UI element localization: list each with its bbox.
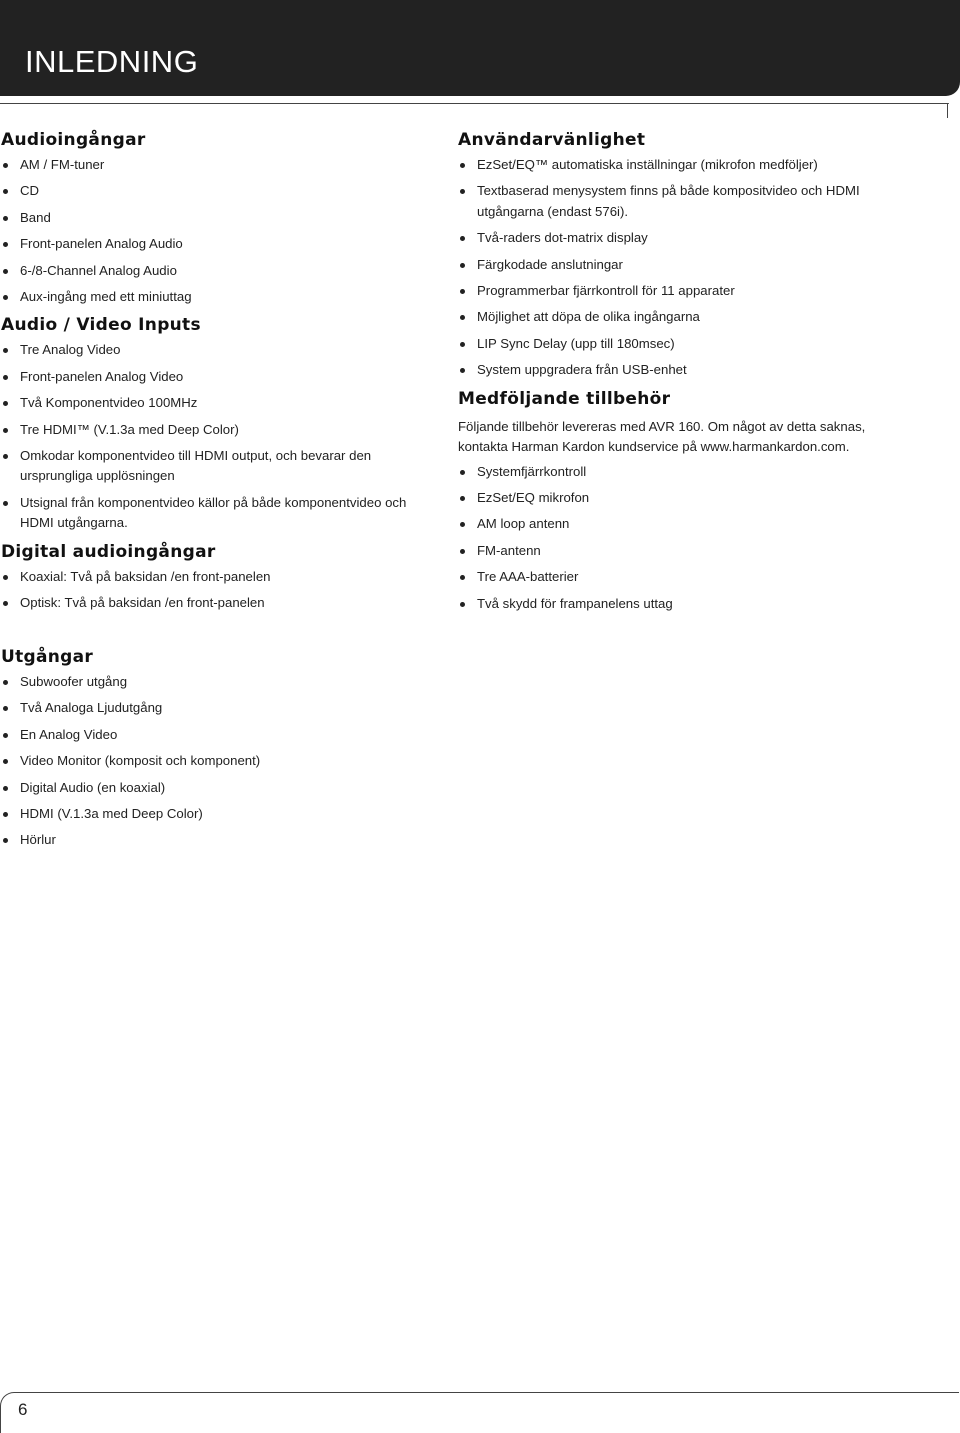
list-item: Band bbox=[1, 208, 431, 229]
list-item: Programmerbar fjärrkontroll för 11 apparater bbox=[458, 281, 888, 302]
section-title: Användarvänlighet bbox=[458, 130, 646, 150]
list-item: AM / FM-tuner bbox=[1, 155, 431, 176]
section-title: Utgångar bbox=[1, 647, 94, 667]
list-item: LIP Sync Delay (upp till 180msec) bbox=[458, 334, 888, 355]
right-column bbox=[458, 128, 888, 620]
list-item: HDMI (V.1.3a med Deep Color) bbox=[1, 804, 431, 825]
list-item: Digital Audio (en koaxial) bbox=[1, 778, 431, 799]
list-item: Utsignal från komponentvideo källor på både komponentvideo och HDMI utgångarna. bbox=[1, 493, 431, 534]
list-item: Två skydd för frampanelens uttag bbox=[458, 594, 888, 615]
bullet-list bbox=[458, 462, 888, 614]
header-banner bbox=[0, 0, 960, 118]
header-rule bbox=[0, 103, 949, 104]
section-title: Audioingångar bbox=[1, 130, 146, 150]
accessories-intro: Följande tillbehör levereras med AVR 160. Om något av detta saknas, kontakta Harman Kardon kundservice på www.harmankardon.com. bbox=[458, 418, 866, 455]
section-title: Audio / Video Inputs bbox=[1, 315, 201, 336]
list-item: Färgkodade anslutningar bbox=[458, 255, 888, 276]
section-outputs bbox=[1, 645, 431, 851]
list-item: Aux-ingång med ett miniuttag bbox=[1, 287, 431, 308]
section-accessories bbox=[458, 387, 888, 614]
list-item: Systemfjärrkontroll bbox=[458, 462, 888, 483]
section-usability bbox=[458, 128, 888, 381]
list-item: Textbaserad menysystem finns på både kompositvideo och HDMI utgångarna (endast 576i). bbox=[458, 181, 888, 222]
footer-frame bbox=[0, 1392, 959, 1433]
section-av-inputs bbox=[1, 313, 431, 533]
list-item: Omkodar komponentvideo till HDMI output, och bevarar den ursprungliga upplösningen bbox=[1, 446, 431, 487]
section-digital-inputs bbox=[1, 540, 431, 614]
bullet-list bbox=[1, 672, 431, 851]
section-audio-inputs bbox=[1, 128, 431, 307]
list-item: Hörlur bbox=[1, 830, 431, 851]
header-rule-corner bbox=[947, 103, 948, 118]
list-item: FM-antenn bbox=[458, 541, 888, 562]
footer bbox=[0, 1392, 960, 1433]
list-item: Tre Analog Video bbox=[1, 340, 431, 361]
list-item: EzSet/EQ™ automatiska inställningar (mikrofon medföljer) bbox=[458, 155, 888, 176]
list-item: Front-panelen Analog Video bbox=[1, 367, 431, 388]
section-title: Digital audioingångar bbox=[1, 541, 216, 562]
list-item: EzSet/EQ mikrofon bbox=[458, 488, 888, 509]
list-item: Front-panelen Analog Audio bbox=[1, 234, 431, 255]
list-item: Tre AAA-batterier bbox=[458, 567, 888, 588]
left-column bbox=[1, 128, 431, 619]
list-item: Optisk: Två på baksidan /en front-panelen bbox=[1, 593, 431, 614]
list-item: CD bbox=[1, 181, 431, 202]
page-title: INLEDNING bbox=[25, 44, 199, 79]
list-item: En Analog Video bbox=[1, 725, 431, 746]
list-item: Tre HDMI™ (V.1.3a med Deep Color) bbox=[1, 420, 431, 441]
list-item: 6-/8-Channel Analog Audio bbox=[1, 261, 431, 282]
list-item: Två-raders dot-matrix display bbox=[458, 228, 888, 249]
page-number: 6 bbox=[18, 1400, 28, 1419]
bullet-list bbox=[1, 340, 431, 533]
bullet-list bbox=[1, 567, 431, 614]
list-item: AM loop antenn bbox=[458, 514, 888, 535]
list-item: Möjlighet att döpa de olika ingångarna bbox=[458, 307, 888, 328]
bullet-list bbox=[1, 155, 431, 307]
list-item: Två Komponentvideo 100MHz bbox=[1, 393, 431, 414]
left-column-lower bbox=[1, 645, 431, 857]
list-item: Video Monitor (komposit och komponent) bbox=[1, 751, 431, 772]
list-item: Koaxial: Två på baksidan /en front-panelen bbox=[1, 567, 431, 588]
list-item: Subwoofer utgång bbox=[1, 672, 431, 693]
list-item: Två Analoga Ljudutgång bbox=[1, 698, 431, 719]
bullet-list bbox=[458, 155, 888, 381]
list-item: System uppgradera från USB-enhet bbox=[458, 360, 888, 381]
section-title: Medföljande tillbehör bbox=[458, 388, 671, 409]
